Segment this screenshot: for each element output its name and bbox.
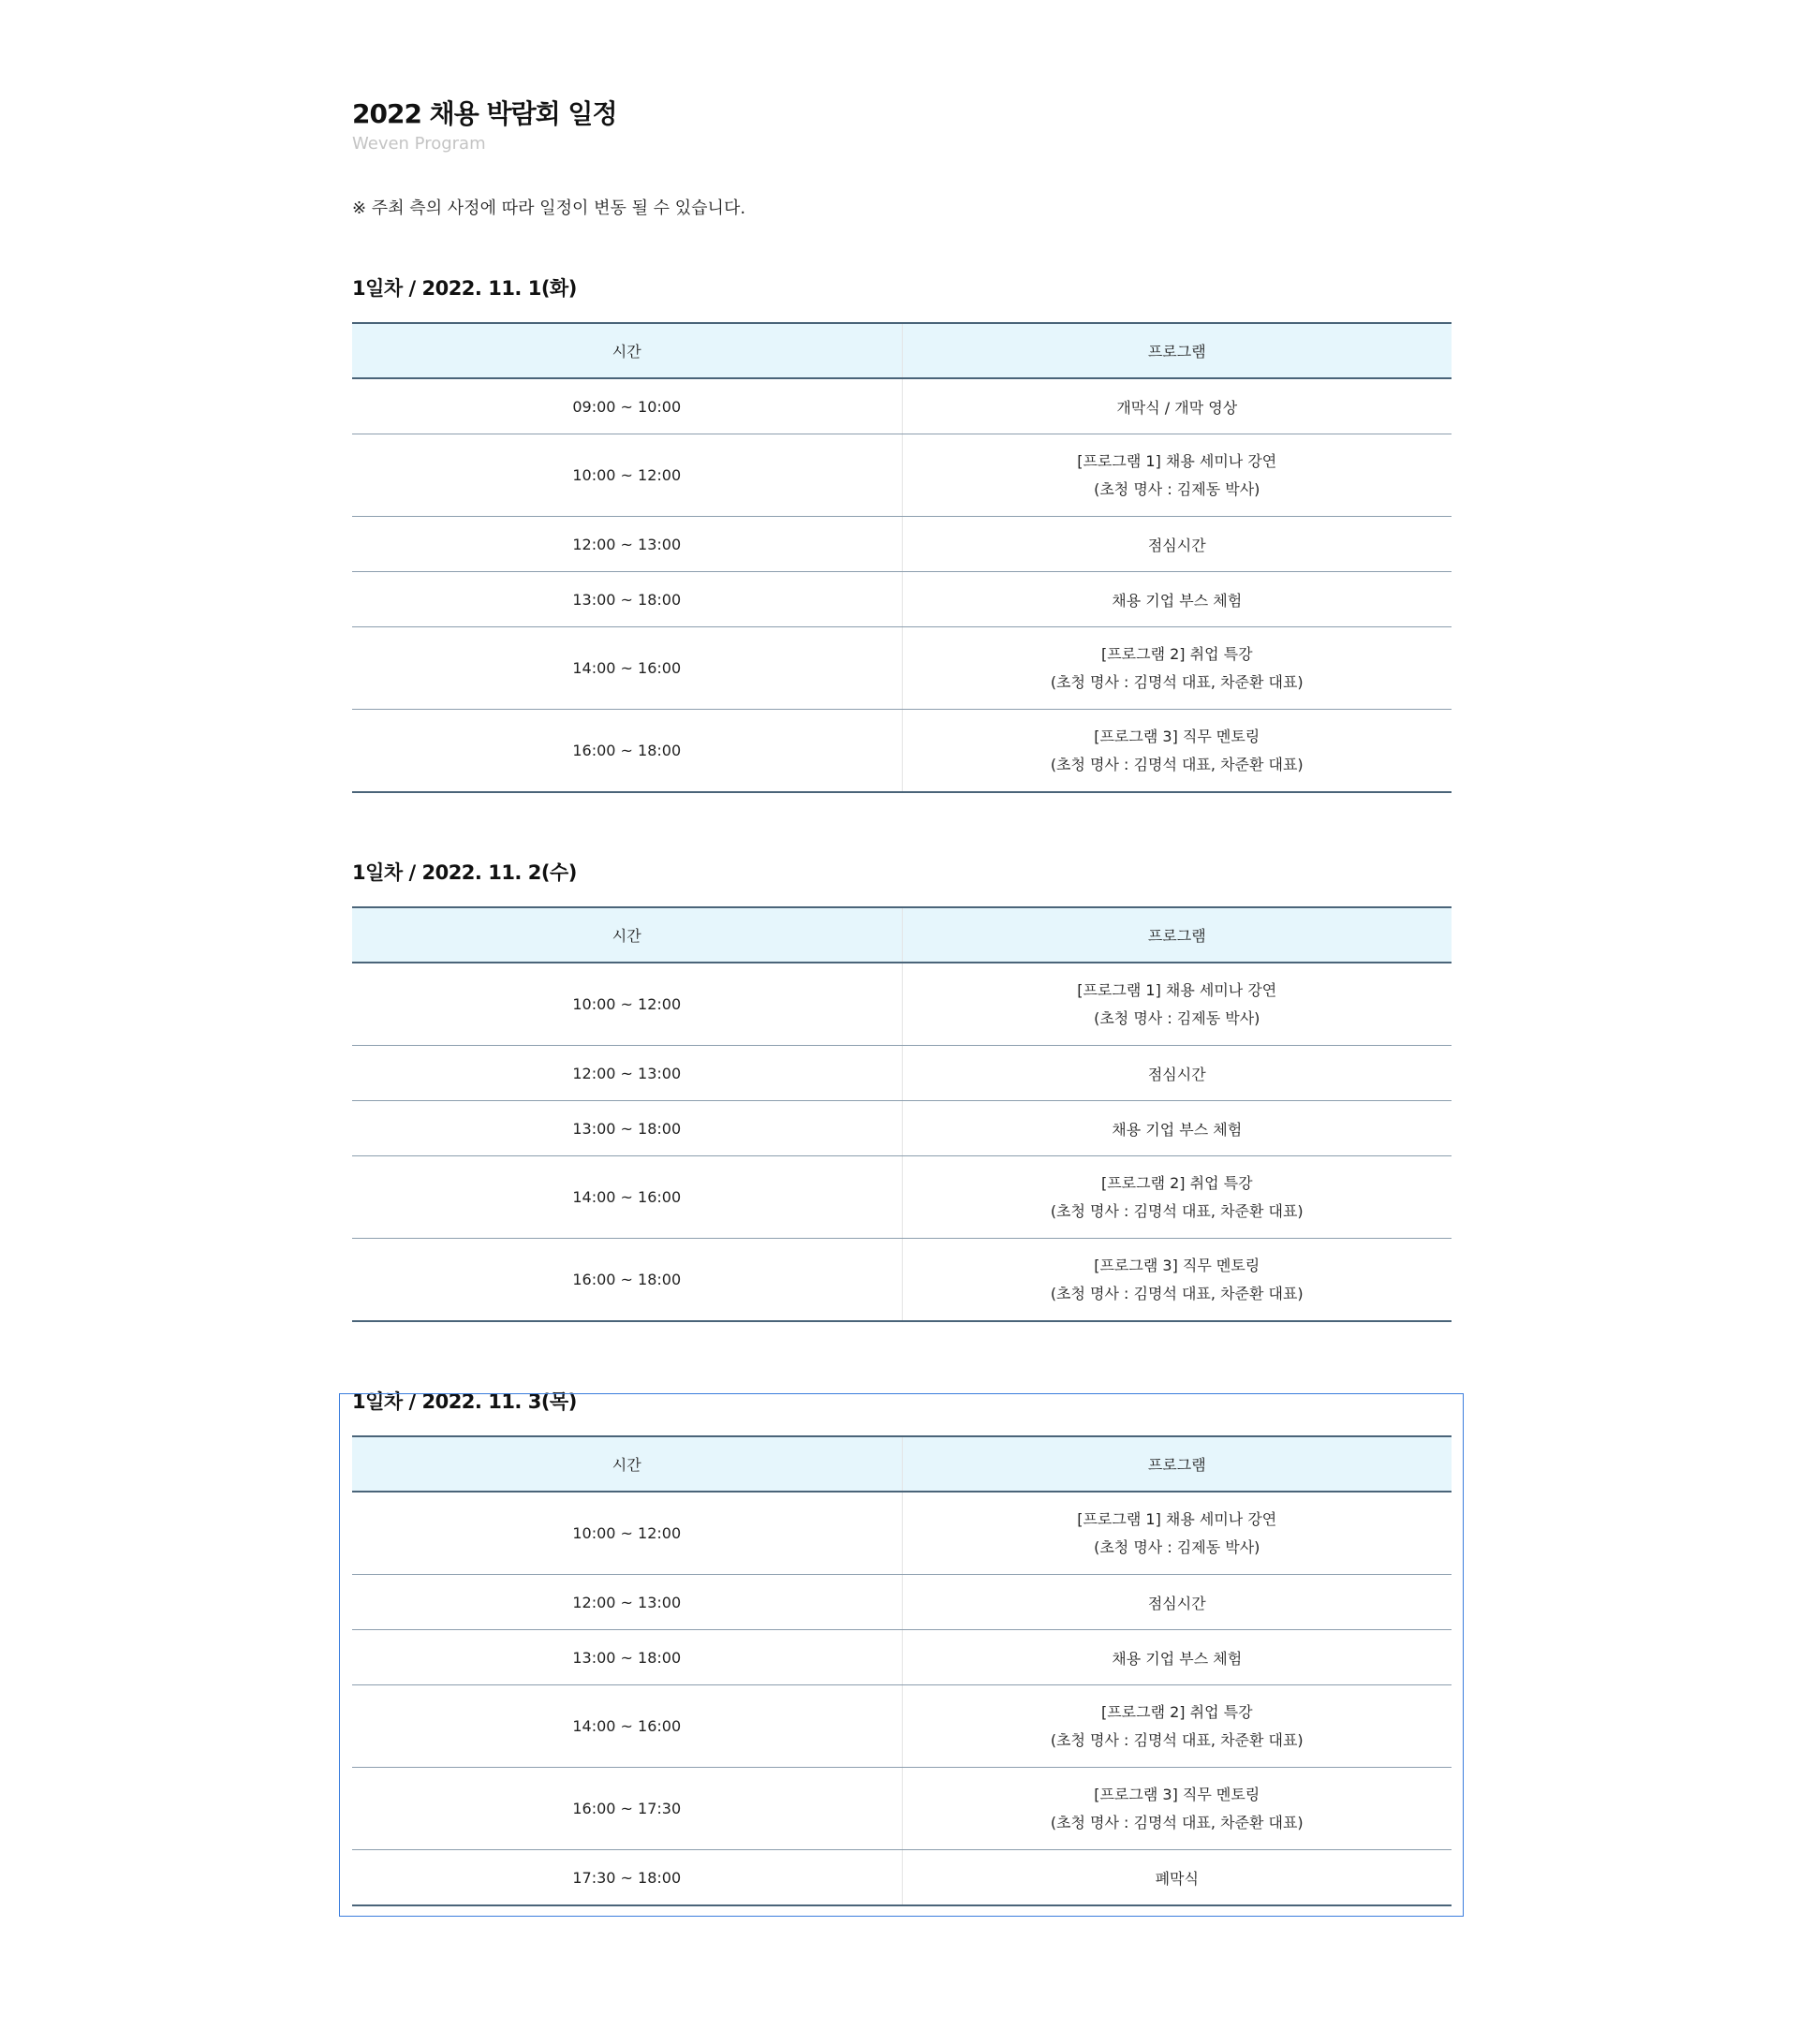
time-cell: 16:00 ~ 17:30	[352, 1768, 902, 1850]
program-cell	[902, 710, 1452, 793]
program-cell	[902, 1575, 1452, 1630]
page-subtitle: Weven Program	[352, 134, 486, 154]
program-cell	[902, 627, 1452, 710]
time-cell: 09:00 ~ 10:00	[352, 378, 902, 434]
table-row	[352, 1046, 1452, 1101]
program-cell	[902, 378, 1452, 434]
schedule-table	[352, 322, 1452, 793]
program-cell	[902, 963, 1452, 1046]
program-cell	[902, 1630, 1452, 1685]
table-row	[352, 1630, 1452, 1685]
day-title: 1일차 / 2022. 11. 1(화)	[352, 277, 577, 300]
table-row	[352, 572, 1452, 627]
program-cell	[902, 1768, 1452, 1850]
schedule-notice: ※ 주최 측의 사정에 따라 일정이 변동 될 수 있습니다.	[352, 199, 746, 218]
program-line: (초청 명사 : 김명석 대표, 차준환 대표)	[1050, 672, 1304, 691]
program-line: [프로그램 3] 직무 멘토링	[1094, 727, 1260, 745]
table-row	[352, 963, 1452, 1046]
time-cell: 17:30 ~ 18:00	[352, 1850, 902, 1906]
program-line: (초청 명사 : 김명석 대표, 차준환 대표)	[1050, 755, 1304, 773]
program-column-header: 프로그램	[902, 907, 1452, 963]
time-cell: 10:00 ~ 12:00	[352, 434, 902, 517]
table-row	[352, 1492, 1452, 1575]
program-line: 채용 기업 부스 체험	[1112, 1120, 1243, 1139]
time-cell: 13:00 ~ 18:00	[352, 1630, 902, 1685]
program-line: 채용 기업 부스 체험	[1112, 591, 1243, 610]
page-title: 2022 채용 박람회 일정	[352, 98, 617, 129]
table-row	[352, 1239, 1452, 1322]
day-3-section	[352, 1390, 1452, 1906]
program-line: (초청 명사 : 김제동 박사)	[1094, 479, 1260, 498]
table-row	[352, 517, 1452, 572]
program-line: (초청 명사 : 김제동 박사)	[1094, 1008, 1260, 1027]
time-cell: 12:00 ~ 13:00	[352, 1575, 902, 1630]
time-cell: 13:00 ~ 18:00	[352, 572, 902, 627]
day-title: 1일차 / 2022. 11. 3(목)	[352, 1390, 577, 1413]
time-cell: 10:00 ~ 12:00	[352, 963, 902, 1046]
table-header-row	[352, 1436, 1452, 1492]
time-column-header: 시간	[352, 907, 902, 963]
program-cell	[902, 1850, 1452, 1906]
table-row	[352, 1768, 1452, 1850]
schedule-table	[352, 906, 1452, 1322]
program-cell	[902, 434, 1452, 517]
program-line: 점심시간	[1147, 1065, 1206, 1083]
table-row	[352, 710, 1452, 793]
time-cell: 14:00 ~ 16:00	[352, 1685, 902, 1768]
program-cell	[902, 1046, 1452, 1101]
table-row	[352, 378, 1452, 434]
time-cell: 10:00 ~ 12:00	[352, 1492, 902, 1575]
time-cell: 14:00 ~ 16:00	[352, 627, 902, 710]
day-title: 1일차 / 2022. 11. 2(수)	[352, 861, 577, 884]
program-line: 폐막식	[1155, 1869, 1199, 1888]
day-2-section	[352, 861, 1452, 1322]
program-line: 채용 기업 부스 체험	[1112, 1649, 1243, 1668]
table-row	[352, 434, 1452, 517]
program-line: [프로그램 1] 채용 세미나 강연	[1077, 451, 1277, 470]
program-line: 점심시간	[1147, 1594, 1206, 1612]
program-cell	[902, 1685, 1452, 1768]
time-column-header: 시간	[352, 1436, 902, 1492]
table-row	[352, 1685, 1452, 1768]
time-cell: 13:00 ~ 18:00	[352, 1101, 902, 1156]
time-column-header: 시간	[352, 323, 902, 378]
schedule-table	[352, 1435, 1452, 1906]
time-cell: 12:00 ~ 13:00	[352, 1046, 902, 1101]
program-line: (초청 명사 : 김명석 대표, 차준환 대표)	[1050, 1201, 1304, 1220]
program-line: (초청 명사 : 김명석 대표, 차준환 대표)	[1050, 1284, 1304, 1302]
program-column-header: 프로그램	[902, 1436, 1452, 1492]
program-cell	[902, 1492, 1452, 1575]
time-cell: 14:00 ~ 16:00	[352, 1156, 902, 1239]
table-row	[352, 1575, 1452, 1630]
program-cell	[902, 517, 1452, 572]
program-line: (초청 명사 : 김명석 대표, 차준환 대표)	[1050, 1813, 1304, 1831]
program-line: (초청 명사 : 김제동 박사)	[1094, 1537, 1260, 1556]
program-line: [프로그램 1] 채용 세미나 강연	[1077, 1509, 1277, 1528]
program-cell	[902, 1101, 1452, 1156]
program-column-header: 프로그램	[902, 323, 1452, 378]
program-line: [프로그램 2] 취업 특강	[1100, 1702, 1253, 1721]
program-line: [프로그램 1] 채용 세미나 강연	[1077, 980, 1277, 999]
time-cell: 16:00 ~ 18:00	[352, 1239, 902, 1322]
time-cell: 16:00 ~ 18:00	[352, 710, 902, 793]
table-row	[352, 1850, 1452, 1906]
table-row	[352, 1156, 1452, 1239]
program-line: [프로그램 2] 취업 특강	[1100, 644, 1253, 663]
table-header-row	[352, 323, 1452, 378]
program-line: 점심시간	[1147, 536, 1206, 554]
table-row	[352, 627, 1452, 710]
table-row	[352, 1101, 1452, 1156]
program-line: [프로그램 2] 취업 특강	[1100, 1173, 1253, 1192]
program-cell	[902, 572, 1452, 627]
day-1-section	[352, 277, 1452, 793]
table-header-row	[352, 907, 1452, 963]
time-cell: 12:00 ~ 13:00	[352, 517, 902, 572]
program-cell	[902, 1156, 1452, 1239]
program-line: 개막식 / 개막 영상	[1116, 398, 1238, 417]
program-line: [프로그램 3] 직무 멘토링	[1094, 1785, 1260, 1803]
program-line: [프로그램 3] 직무 멘토링	[1094, 1256, 1260, 1274]
program-cell	[902, 1239, 1452, 1322]
program-line: (초청 명사 : 김명석 대표, 차준환 대표)	[1050, 1730, 1304, 1749]
